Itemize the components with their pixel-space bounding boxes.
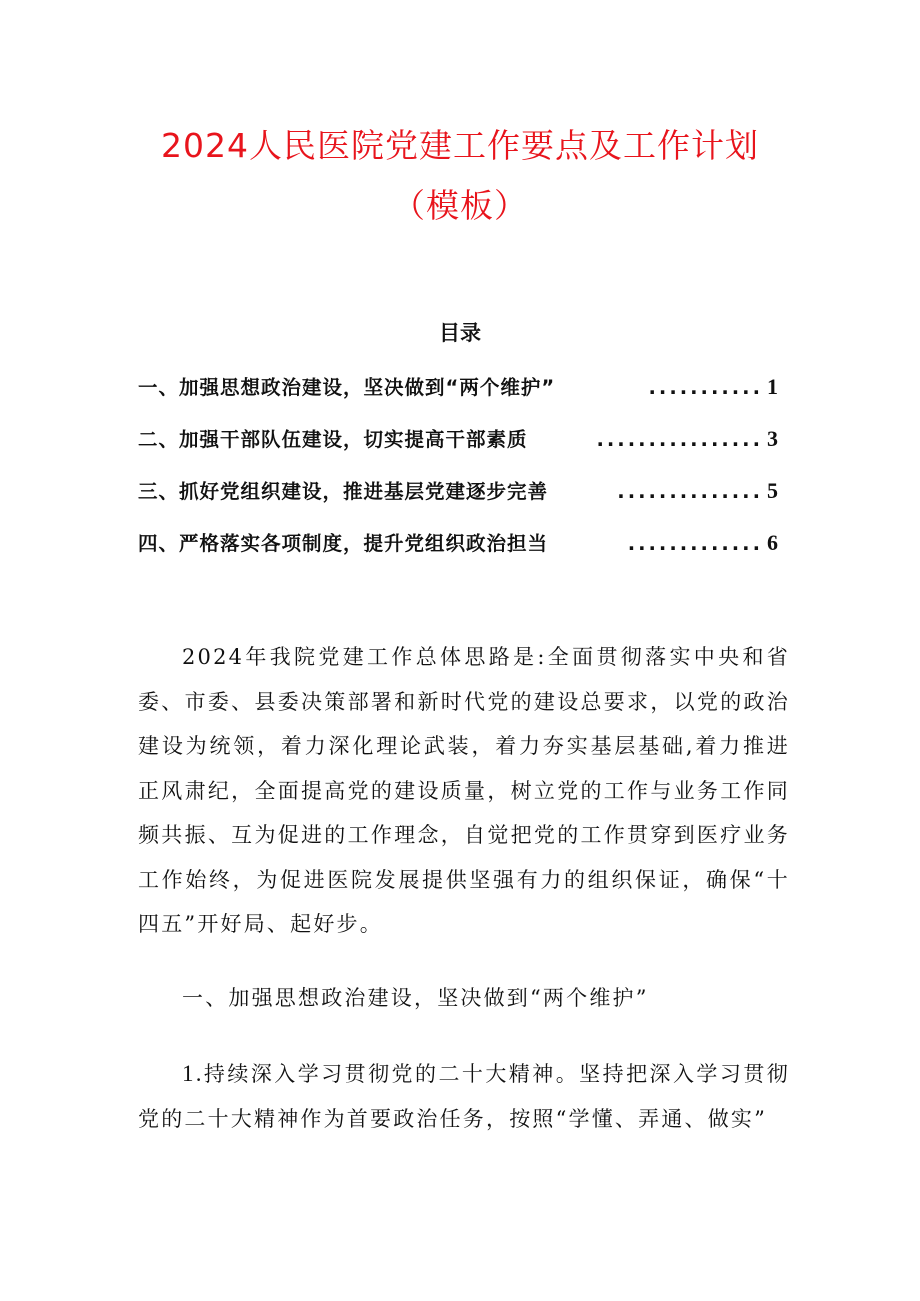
section-heading: 一、加强思想政治建设，坚决做到“两个维护” [182, 986, 649, 1010]
item-text: 持续深入学习贯彻党的二十大精神。坚持把深入学习贯彻党的二十大精神作为首要政治任务，按照“学懂、弄通、做实” [138, 1062, 790, 1131]
table-of-contents [138, 372, 778, 580]
toc-leader-dots: ................ [596, 428, 763, 451]
toc-heading: 目录 [439, 321, 481, 345]
intro-paragraph: 2024年我院党建工作总体思路是:全面贯彻落实中央和省委、市委、县委决策部署和新时代党的建设总要求，以党的政治建设为统领，着力深化理论武装，着力夯实基层基础,着力推进正风肃纪，全面提高党的建设质量，树立党的工作与业务工作同频共振、互为促进的工作理念，自觉把党的工作贯穿到医疗业务工作始终，为促进医院发展提供坚强有力的组织保证，确保“十四五”开好局、起好步。 [138, 645, 790, 936]
toc-page-number: 3 [767, 426, 778, 451]
section-paragraph [138, 1052, 790, 1141]
toc-page-number: 1 [767, 374, 778, 399]
toc-item[interactable] [138, 528, 778, 580]
toc-item[interactable] [138, 424, 778, 476]
toc-item-label: 二、加强干部队伍建设，切实提高干部素质 [138, 428, 528, 451]
document-subtitle: （模板） [392, 186, 528, 225]
toc-page-number: 5 [767, 478, 778, 503]
toc-leader-dots: ........... [648, 376, 763, 399]
item-number: 1. [182, 1061, 204, 1086]
document-title: 2024人民医院党建工作要点及工作计划 [161, 126, 759, 165]
toc-page-number: 6 [767, 530, 778, 555]
toc-item[interactable] [138, 476, 778, 528]
toc-leader-dots: .............. [617, 480, 763, 503]
toc-item-label: 四、严格落实各项制度，提升党组织政治担当 [138, 532, 549, 555]
toc-item[interactable] [138, 372, 778, 424]
toc-leader-dots: ............. [627, 532, 763, 555]
toc-item-label: 三、抓好党组织建设，推进基层党建逐步完善 [138, 480, 549, 503]
toc-item-label: 一、加强思想政治建设，坚决做到“两个维护” [138, 376, 556, 399]
